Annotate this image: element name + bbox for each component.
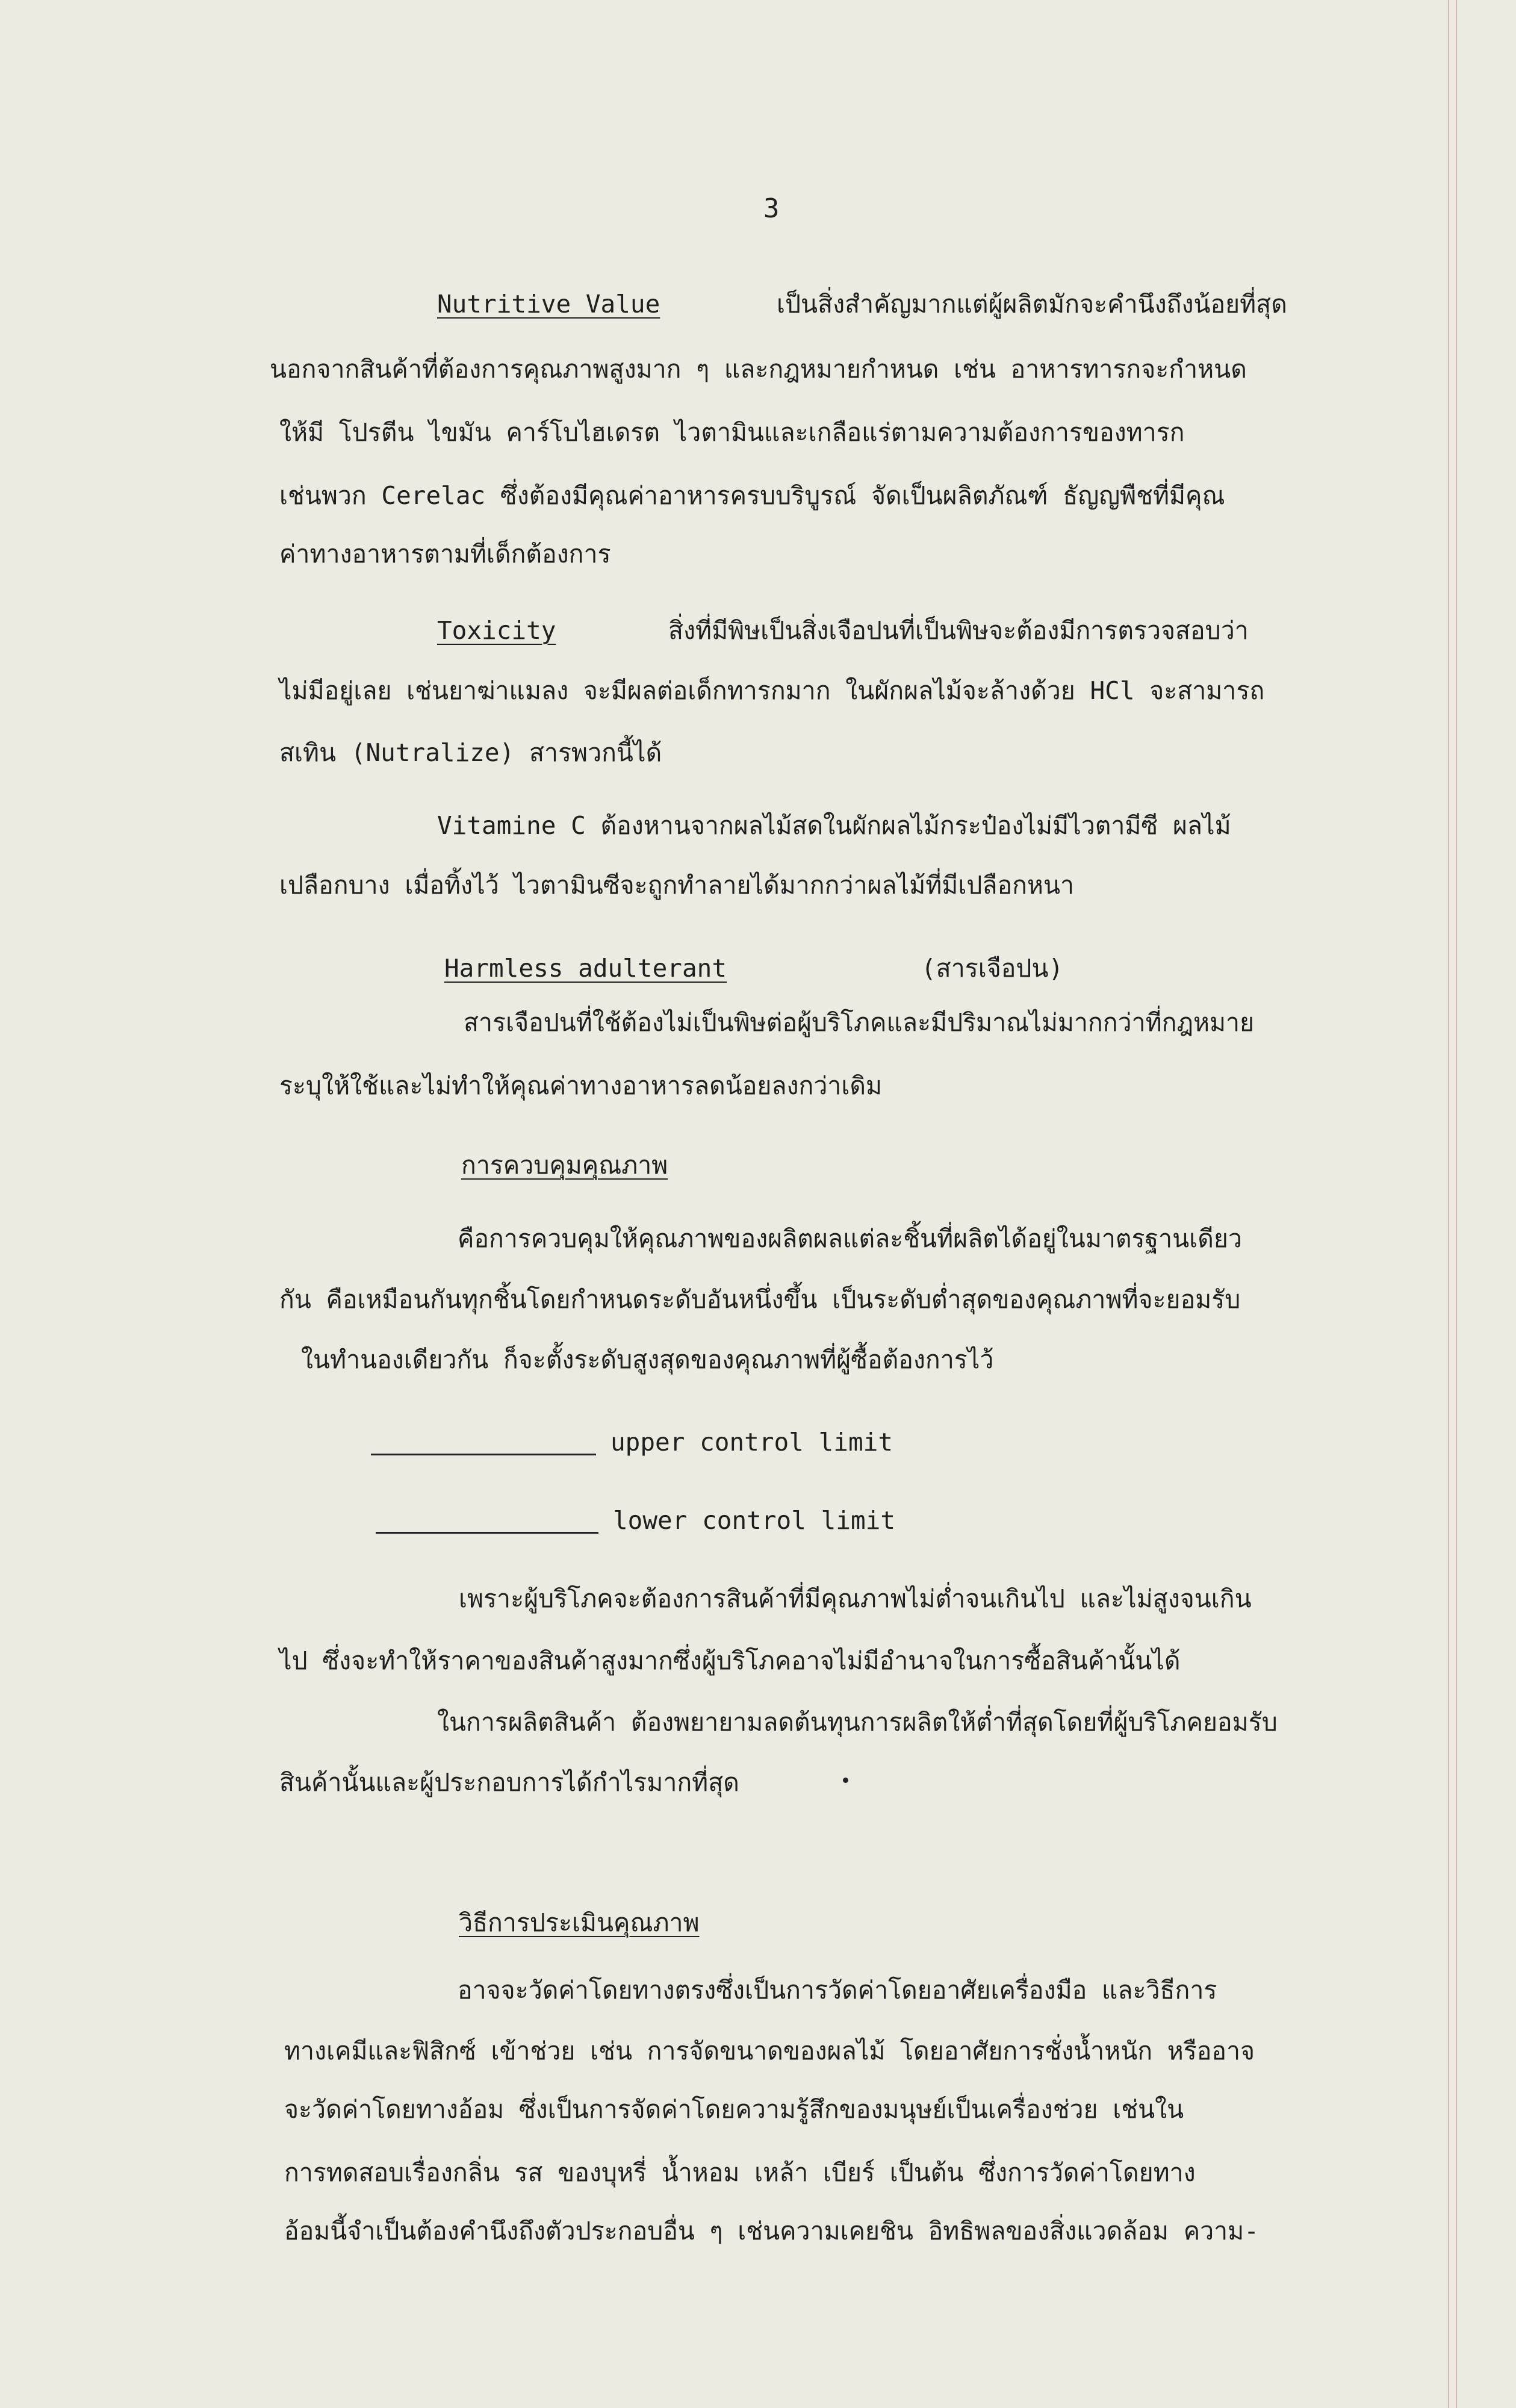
text-line: อาจจะวัดค่าโดยทางตรงซึ่งเป็นการวัดค่าโดยอาศัยเครื่องมือ และวิธีการ xyxy=(458,1976,1217,2005)
page-number: 3 xyxy=(763,193,780,224)
text-line: (สารเจือปน) xyxy=(921,954,1064,983)
lower-limit-rule xyxy=(376,1532,598,1534)
text-line: ค่าทางอาหารตามที่เด็กต้องการ xyxy=(279,540,611,568)
term: Toxicity xyxy=(437,616,556,645)
lower-control-limit-label: lower control limit xyxy=(613,1506,895,1535)
text-line: อ้อมนี้จำเป็นต้องคำนึงถึงตัวประกอบอื่น ๆ เช่นความเคยชิน อิทธิพลของสิ่งแวดล้อม ความ- xyxy=(284,2217,1259,2245)
term: การควบคุมคุณภาพ xyxy=(461,1151,668,1180)
text-line: คือการควบคุมให้คุณภาพของผลิตผลแต่ละชิ้นที่ผลิตได้อยู่ในมาตรฐานเดียว xyxy=(458,1224,1242,1253)
ink-speck xyxy=(843,1778,848,1783)
text-line: ไป ซึ่งจะทำให้ราคาของสินค้าสูงมากซึ่งผู้บริโภคอาจไม่มีอำนาจในการซื้อสินค้านั้นได้ xyxy=(279,1646,1181,1675)
margin-rule xyxy=(1448,0,1449,2408)
text-line: สิ่งที่มีพิษเป็นสิ่งเจือปนที่เป็นพิษจะต้องมีการตรวจสอบว่า xyxy=(668,616,1249,645)
text-line: ในการผลิตสินค้า ต้องพยายามลดต้นทุนการผลิตให้ต่ำที่สุดโดยที่ผู้บริโภคยอมรับ xyxy=(437,1708,1278,1737)
text-line: ในทำนองเดียวกัน ก็จะตั้งระดับสูงสุดของคุณภาพที่ผู้ซื้อต้องการไว้ xyxy=(301,1345,994,1374)
heading-quality-control xyxy=(461,1150,668,1180)
heading-quality-assessment xyxy=(459,1908,700,1938)
text-line: กัน คือเหมือนกันทุกชิ้นโดยกำหนดระดับอันหนึ่งขึ้น เป็นระดับต่ำสุดของคุณภาพที่จะยอมรับ xyxy=(279,1285,1241,1314)
text-line: การทดสอบเรื่องกลิ่น รส ของบุหรี่ น้ำหอม เหล้า เบียร์ เป็นต้น ซึ่งการวัดค่าโดยทาง xyxy=(284,2158,1196,2187)
heading-nutritive-value xyxy=(437,289,660,319)
text-line: สารเจือปนที่ใช้ต้องไม่เป็นพิษต่อผู้บริโภคและมีปริมาณไม่มากกว่าที่กฎหมาย xyxy=(464,1008,1255,1037)
text-line: เปลือกบาง เมื่อทิ้งไว้ ไวตามินซีจะถูกทำลายได้มากกว่าผลไม้ที่มีเปลือกหนา xyxy=(279,871,1075,900)
text-line: สเทิน (Nutralize) สารพวกนี้ได้ xyxy=(279,738,662,767)
margin-rule xyxy=(1456,0,1457,2408)
text-line: ให้มี โปรตีน ไขมัน คาร์โบไฮเดรต ไวตามินและเกลือแร่ตามความต้องการของทารก xyxy=(279,418,1185,447)
text-line: ระบุให้ใช้และไม่ทำให้คุณค่าทางอาหารลดน้อยลงกว่าเดิม xyxy=(279,1071,883,1100)
text-line: Vitamine C ต้องหานจากผลไม้สดในผักผลไม้กระป๋องไม่มีไวตามีซี ผลไม้ xyxy=(437,811,1231,840)
text-line: เป็นสิ่งสำคัญมากแต่ผู้ผลิตมักจะคำนึงถึงน้อยที่สุด xyxy=(777,290,1287,319)
text-line: ไม่มีอยู่เลย เช่นยาฆ่าแมลง จะมีผลต่อเด็กทารกมาก ในผักผลไม้จะล้างด้วย HCl จะสามารถ xyxy=(279,676,1265,705)
term: Nutritive Value xyxy=(437,290,660,319)
heading-harmless-adulterant xyxy=(444,953,727,983)
term: Harmless adulterant xyxy=(444,954,727,983)
text-line: ทางเคมีและฟิสิกซ์ เข้าช่วย เช่น การจัดขนาดของผลไม้ โดยอาศัยการชั่งน้ำหนัก หรืออาจ xyxy=(284,2036,1255,2065)
text-line: เช่นพวก Cerelac ซึ่งต้องมีคุณค่าอาหารครบบริบูรณ์ จัดเป็นผลิตภัณฑ์ ธัญญพืชที่มีคุณ xyxy=(279,481,1225,510)
text-line: เพราะผู้บริโภคจะต้องการสินค้าที่มีคุณภาพไม่ต่ำจนเกินไป และไม่สูงจนเกิน xyxy=(459,1584,1252,1613)
text-line: จะวัดค่าโดยทางอ้อม ซึ่งเป็นการจัดค่าโดยความรู้สึกของมนุษย์เป็นเครื่องช่วย เช่นใน xyxy=(284,2095,1184,2124)
heading-toxicity xyxy=(437,615,556,646)
text-line: สินค้านั้นและผู้ประกอบการได้กำไรมากที่สุด xyxy=(279,1768,739,1797)
upper-control-limit-label: upper control limit xyxy=(610,1428,893,1457)
upper-limit-rule xyxy=(371,1454,596,1455)
text-line: นอกจากสินค้าที่ต้องการคุณภาพสูงมาก ๆ และกฎหมายกำหนด เช่น อาหารทารกจะกำหนด xyxy=(270,355,1247,384)
term: วิธีการประเมินคุณภาพ xyxy=(459,1908,700,1937)
